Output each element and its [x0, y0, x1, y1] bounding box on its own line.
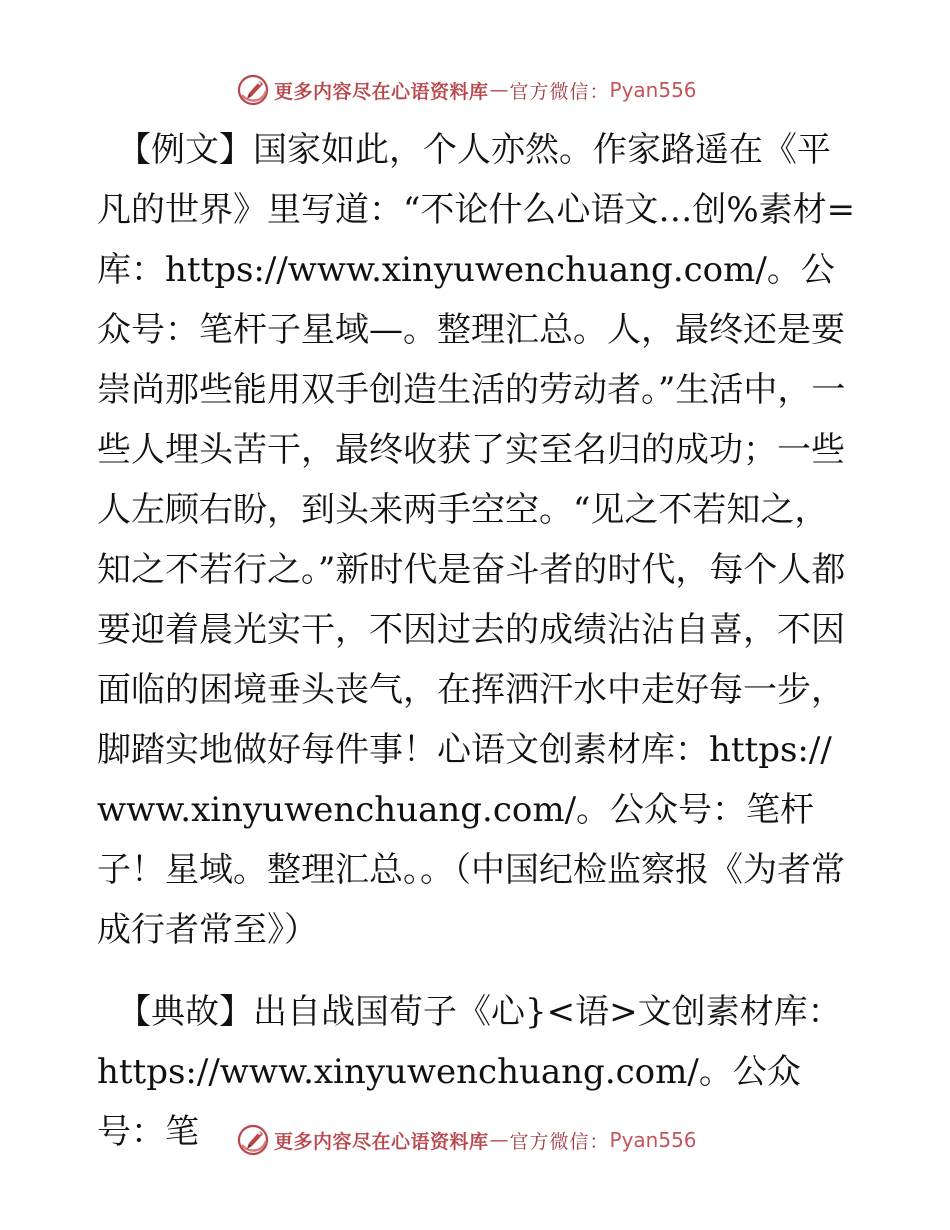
paragraph-allusion: 【典故】出自战国荀子《心}<语>文创素材库：https://www.xinyuwenchuang.com/。公众号：笔 [97, 992, 842, 1152]
watermark-separator: — [489, 79, 509, 101]
watermark-wechat-label: 官方微信： [509, 80, 610, 103]
watermark-wechat-id: Pyan556 [609, 78, 697, 102]
footer-watermark [236, 1122, 697, 1158]
watermark-wechat-label: 官方微信： [509, 1130, 610, 1153]
watermark-text: 更多内容尽在心语资料库 [274, 80, 489, 103]
pen-nib-logo-icon [236, 1123, 270, 1157]
watermark-separator: — [489, 1129, 509, 1151]
watermark-text: 更多内容尽在心语资料库 [274, 1130, 489, 1153]
header-watermark [236, 72, 697, 108]
pen-nib-logo-icon [236, 73, 270, 107]
watermark-wechat-id: Pyan556 [609, 1128, 697, 1152]
paragraph-example: 【例文】国家如此，个人亦然。作家路遥在《平凡的世界》里写道：“不论什么心语文…创%素材=库：https://www.xinyuwenchuang.com/。公众号：笔杆子星域—。整理汇总。人，最终还是要崇尚那些能用双手创造生活的劳动者。”生活中，一些人埋头苦干，最终收获了实至名归的成功；一些人左顾右盼，到头来两手空空。“见之不若知之，知之不若行之。”新时代是奋斗者的时代，每个人都要迎着晨光实干，不因过去的成绩沾沾自喜，不因面临的困境垂头丧气，在挥洒汗水中走好每一步，脚踏实地做好每件事！心语文创素材库：https://www.xinyuwenchuang.com/。公众号：笔杆子！星域。整理汇总。。（中国纪检监察报《为者常成行者常至》） [97, 130, 856, 950]
document-body [97, 120, 857, 1162]
